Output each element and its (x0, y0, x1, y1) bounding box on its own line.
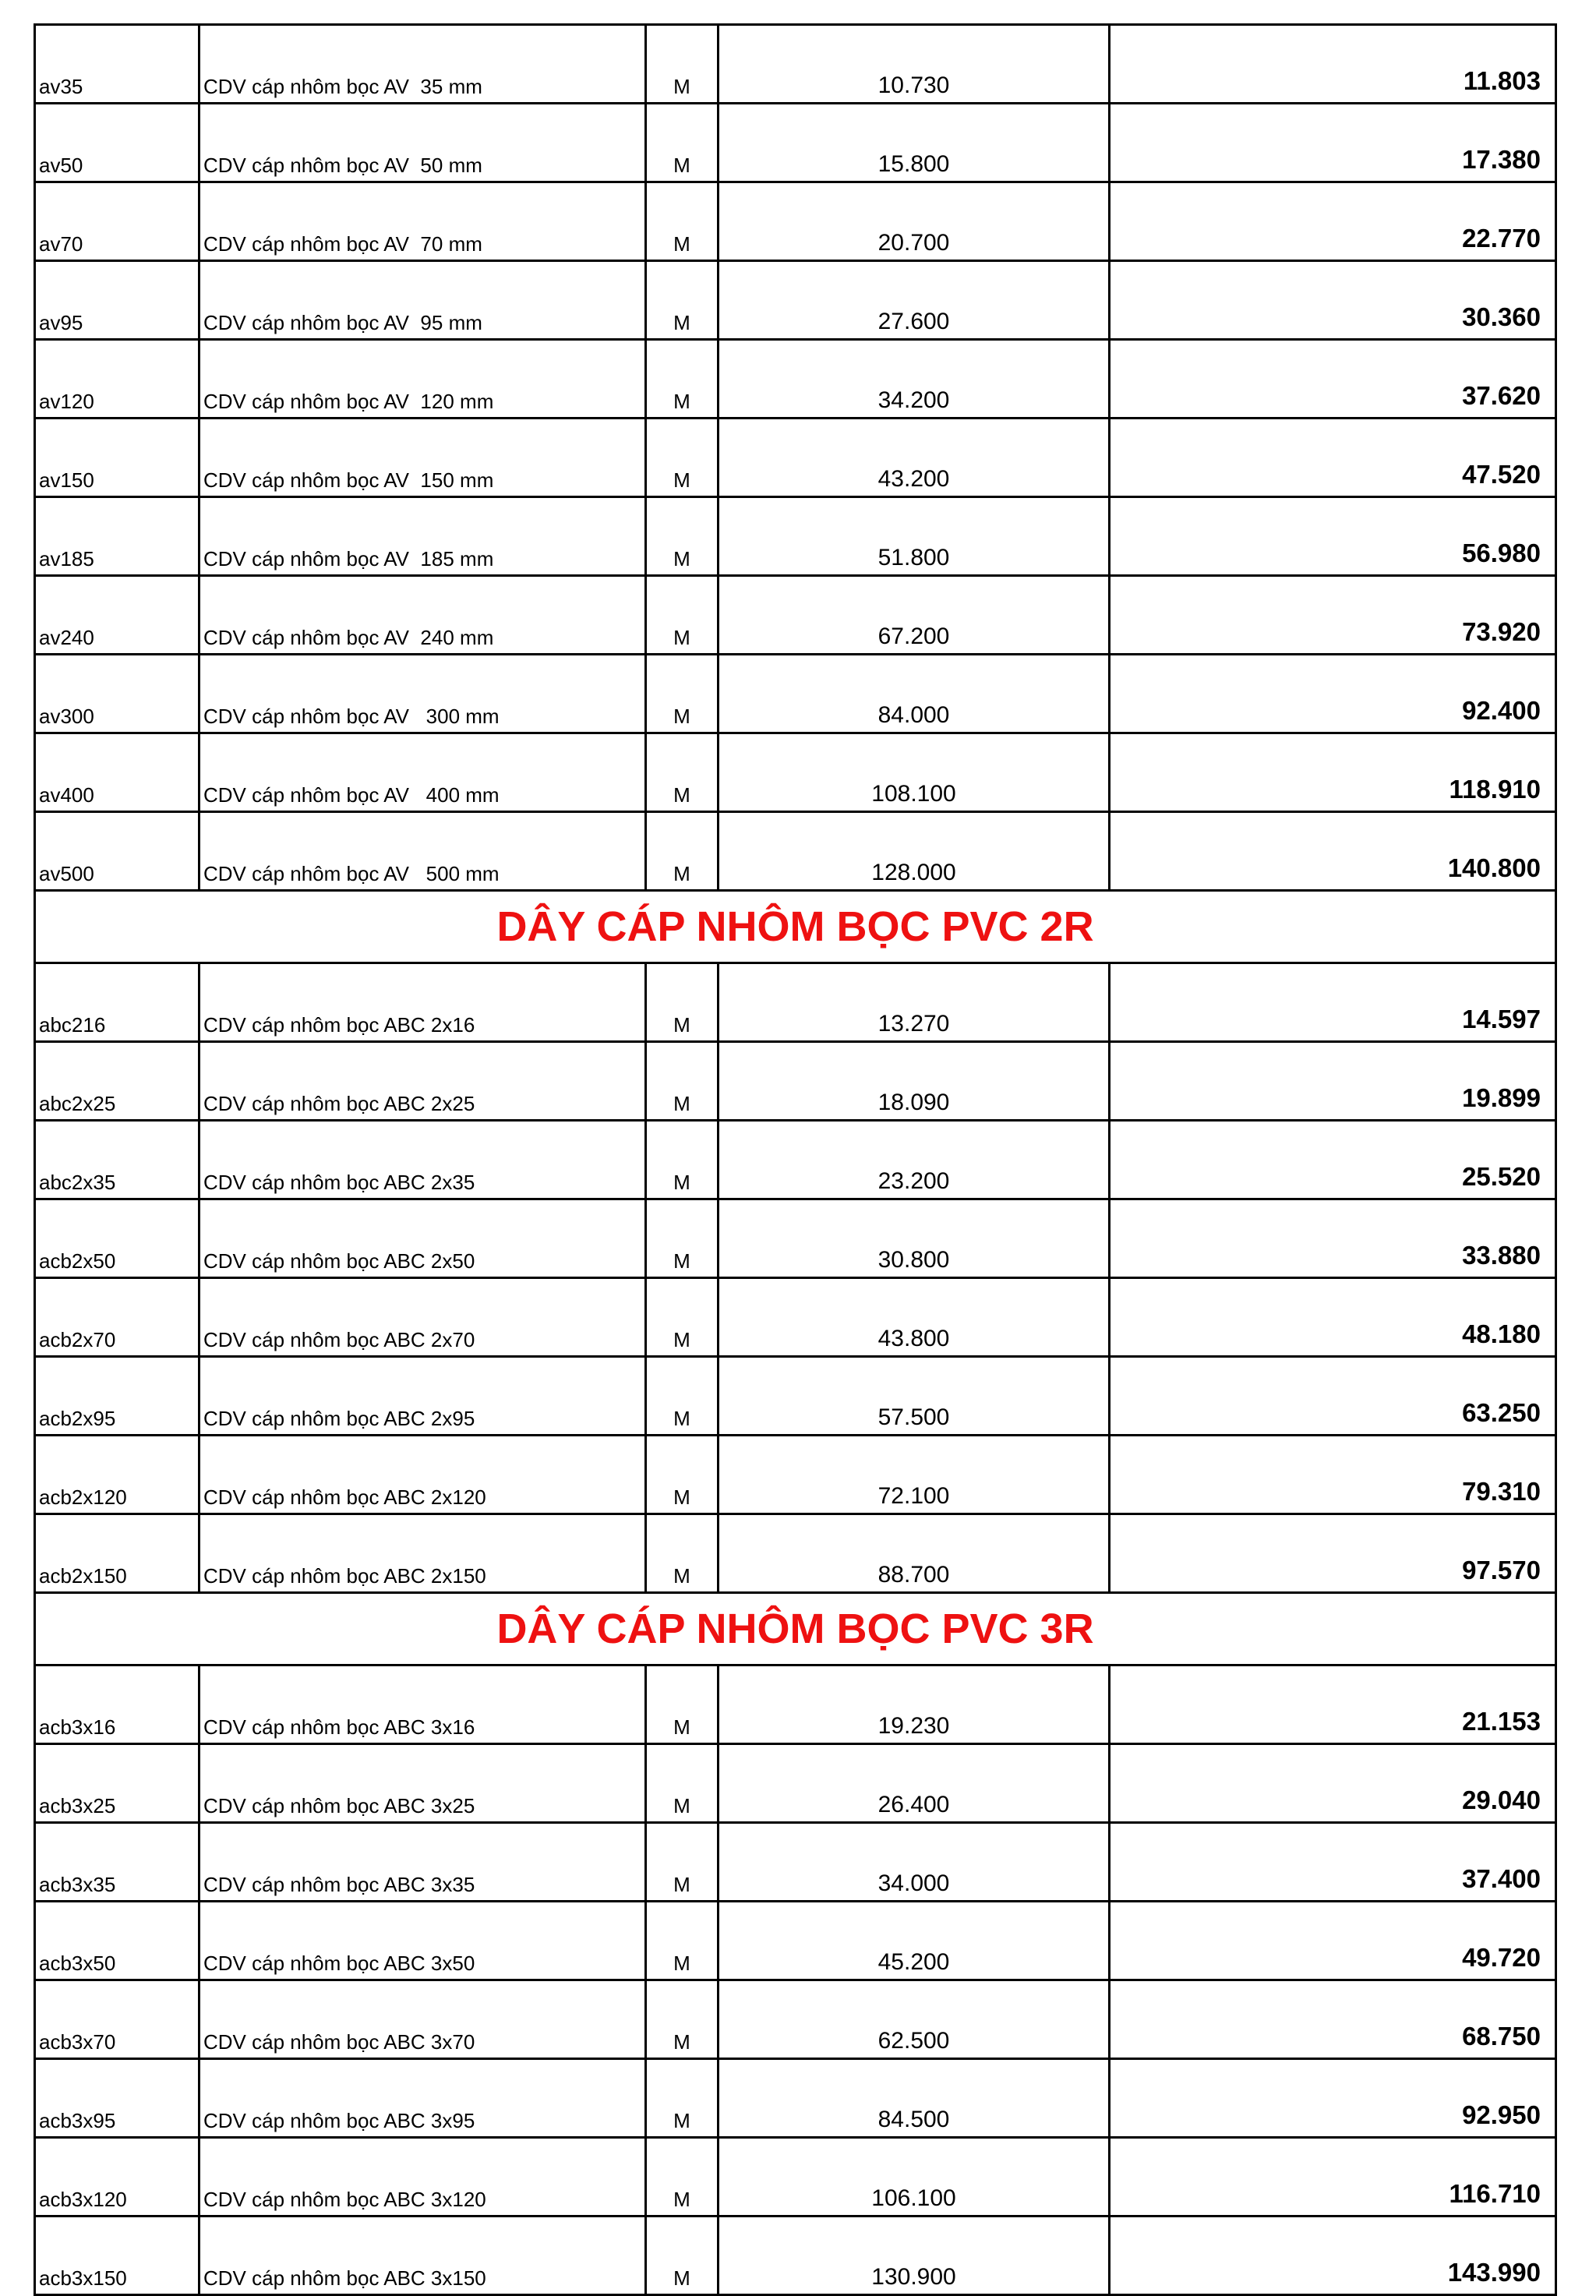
table-row (35, 1357, 1556, 1436)
table-row (35, 1665, 1556, 1744)
product-code-cell: av150 (35, 419, 200, 497)
product-code-cell: acb3x16 (35, 1665, 200, 1744)
unit-cell: M (646, 340, 719, 419)
price-cell: 26.400 (719, 1744, 1110, 1823)
table-row (35, 261, 1556, 340)
unit-cell: M (646, 2059, 719, 2138)
product-description-cell: CDV cáp nhôm bọc AV 50 mm (200, 104, 646, 182)
table-row (35, 2138, 1556, 2217)
product-code-cell: av185 (35, 497, 200, 576)
product-description-cell: CDV cáp nhôm bọc ABC 3x150 (200, 2217, 646, 2295)
product-description-cell: CDV cáp nhôm bọc ABC 3x95 (200, 2059, 646, 2138)
price-cell: 51.800 (719, 497, 1110, 576)
price-cell: 19.230 (719, 1665, 1110, 1744)
price-cell: 108.100 (719, 733, 1110, 812)
product-code-cell: acb2x120 (35, 1436, 200, 1514)
table-row (35, 1436, 1556, 1514)
table-row (35, 25, 1556, 104)
unit-cell: M (646, 963, 719, 1042)
unit-cell: M (646, 419, 719, 497)
price-cell: 84.500 (719, 2059, 1110, 2138)
product-description-cell: CDV cáp nhôm bọc AV 95 mm (200, 261, 646, 340)
table-row (35, 812, 1556, 891)
product-description-cell: CDV cáp nhôm bọc ABC 3x120 (200, 2138, 646, 2217)
table-row (35, 1980, 1556, 2059)
unit-cell: M (646, 1902, 719, 1980)
price-cell: 43.800 (719, 1278, 1110, 1357)
price-vat-cell: 33.880 (1110, 1199, 1556, 1278)
price-vat-cell: 68.750 (1110, 1980, 1556, 2059)
product-code-cell: acb2x70 (35, 1278, 200, 1357)
price-cell: 15.800 (719, 104, 1110, 182)
product-code-cell: acb2x50 (35, 1199, 200, 1278)
price-cell: 57.500 (719, 1357, 1110, 1436)
price-vat-cell: 116.710 (1110, 2138, 1556, 2217)
price-cell: 128.000 (719, 812, 1110, 891)
product-code-cell: abc216 (35, 963, 200, 1042)
unit-cell: M (646, 497, 719, 576)
product-code-cell: av300 (35, 655, 200, 733)
price-cell: 72.100 (719, 1436, 1110, 1514)
price-vat-cell: 25.520 (1110, 1121, 1556, 1199)
price-cell: 34.200 (719, 340, 1110, 419)
price-table-body (35, 25, 1556, 2295)
price-vat-cell: 37.620 (1110, 340, 1556, 419)
table-row (35, 1902, 1556, 1980)
unit-cell: M (646, 1823, 719, 1902)
unit-cell: M (646, 1436, 719, 1514)
product-description-cell: CDV cáp nhôm bọc AV 240 mm (200, 576, 646, 655)
table-row (35, 419, 1556, 497)
price-cell: 84.000 (719, 655, 1110, 733)
price-vat-cell: 118.910 (1110, 733, 1556, 812)
product-description-cell: CDV cáp nhôm bọc ABC 2x35 (200, 1121, 646, 1199)
price-vat-cell: 92.950 (1110, 2059, 1556, 2138)
product-description-cell: CDV cáp nhôm bọc ABC 2x120 (200, 1436, 646, 1514)
unit-cell: M (646, 1121, 719, 1199)
section-heading-row (35, 891, 1556, 963)
price-cell: 43.200 (719, 419, 1110, 497)
table-row (35, 1823, 1556, 1902)
price-vat-cell: 30.360 (1110, 261, 1556, 340)
price-vat-cell: 92.400 (1110, 655, 1556, 733)
table-row (35, 1199, 1556, 1278)
product-description-cell: CDV cáp nhôm bọc AV 150 mm (200, 419, 646, 497)
unit-cell: M (646, 104, 719, 182)
product-code-cell: abc2x25 (35, 1042, 200, 1121)
table-row (35, 104, 1556, 182)
price-vat-cell: 140.800 (1110, 812, 1556, 891)
product-description-cell: CDV cáp nhôm bọc ABC 2x70 (200, 1278, 646, 1357)
product-code-cell: abc2x35 (35, 1121, 200, 1199)
unit-cell: M (646, 2138, 719, 2217)
product-code-cell: acb3x50 (35, 1902, 200, 1980)
table-row (35, 2217, 1556, 2295)
product-code-cell: acb3x70 (35, 1980, 200, 2059)
product-description-cell: CDV cáp nhôm bọc AV 35 mm (200, 25, 646, 104)
unit-cell: M (646, 1980, 719, 2059)
product-description-cell: CDV cáp nhôm bọc AV 300 mm (200, 655, 646, 733)
table-row (35, 1744, 1556, 1823)
product-description-cell: CDV cáp nhôm bọc ABC 2x95 (200, 1357, 646, 1436)
product-description-cell: CDV cáp nhôm bọc ABC 2x25 (200, 1042, 646, 1121)
table-row (35, 2059, 1556, 2138)
product-code-cell: av500 (35, 812, 200, 891)
section-heading: DÂY CÁP NHÔM BỌC PVC 2R (35, 891, 1556, 963)
unit-cell: M (646, 576, 719, 655)
table-row (35, 1514, 1556, 1593)
table-row (35, 182, 1556, 261)
price-table (34, 23, 1557, 2296)
price-cell: 45.200 (719, 1902, 1110, 1980)
product-code-cell: av95 (35, 261, 200, 340)
product-description-cell: CDV cáp nhôm bọc AV 70 mm (200, 182, 646, 261)
price-cell: 18.090 (719, 1042, 1110, 1121)
table-row (35, 1121, 1556, 1199)
product-code-cell: acb3x120 (35, 2138, 200, 2217)
unit-cell: M (646, 2217, 719, 2295)
product-code-cell: acb3x95 (35, 2059, 200, 2138)
price-cell: 34.000 (719, 1823, 1110, 1902)
price-vat-cell: 97.570 (1110, 1514, 1556, 1593)
product-description-cell: CDV cáp nhôm bọc AV 185 mm (200, 497, 646, 576)
table-row (35, 655, 1556, 733)
price-vat-cell: 37.400 (1110, 1823, 1556, 1902)
price-vat-cell: 49.720 (1110, 1902, 1556, 1980)
price-vat-cell: 63.250 (1110, 1357, 1556, 1436)
table-row (35, 1042, 1556, 1121)
price-cell: 13.270 (719, 963, 1110, 1042)
price-vat-cell: 22.770 (1110, 182, 1556, 261)
price-vat-cell: 48.180 (1110, 1278, 1556, 1357)
product-code-cell: av70 (35, 182, 200, 261)
price-cell: 88.700 (719, 1514, 1110, 1593)
product-code-cell: acb3x25 (35, 1744, 200, 1823)
section-heading: DÂY CÁP NHÔM BỌC PVC 3R (35, 1593, 1556, 1665)
product-code-cell: av400 (35, 733, 200, 812)
price-cell: 10.730 (719, 25, 1110, 104)
price-cell: 62.500 (719, 1980, 1110, 2059)
unit-cell: M (646, 1744, 719, 1823)
product-code-cell: acb3x35 (35, 1823, 200, 1902)
price-cell: 20.700 (719, 182, 1110, 261)
product-description-cell: CDV cáp nhôm bọc ABC 2x150 (200, 1514, 646, 1593)
unit-cell: M (646, 1199, 719, 1278)
unit-cell: M (646, 261, 719, 340)
product-code-cell: av240 (35, 576, 200, 655)
product-description-cell: CDV cáp nhôm bọc ABC 3x16 (200, 1665, 646, 1744)
product-description-cell: CDV cáp nhôm bọc ABC 3x70 (200, 1980, 646, 2059)
table-row (35, 1278, 1556, 1357)
price-cell: 130.900 (719, 2217, 1110, 2295)
unit-cell: M (646, 655, 719, 733)
unit-cell: M (646, 733, 719, 812)
price-vat-cell: 143.990 (1110, 2217, 1556, 2295)
product-code-cell: acb2x95 (35, 1357, 200, 1436)
product-description-cell: CDV cáp nhôm bọc ABC 3x50 (200, 1902, 646, 1980)
unit-cell: M (646, 812, 719, 891)
unit-cell: M (646, 182, 719, 261)
product-code-cell: av120 (35, 340, 200, 419)
product-description-cell: CDV cáp nhôm bọc ABC 3x35 (200, 1823, 646, 1902)
price-vat-cell: 11.803 (1110, 25, 1556, 104)
product-description-cell: CDV cáp nhôm bọc ABC 2x16 (200, 963, 646, 1042)
table-row (35, 963, 1556, 1042)
unit-cell: M (646, 1665, 719, 1744)
unit-cell: M (646, 1514, 719, 1593)
price-vat-cell: 19.899 (1110, 1042, 1556, 1121)
price-vat-cell: 79.310 (1110, 1436, 1556, 1514)
product-description-cell: CDV cáp nhôm bọc AV 400 mm (200, 733, 646, 812)
price-vat-cell: 56.980 (1110, 497, 1556, 576)
unit-cell: M (646, 1357, 719, 1436)
price-cell: 23.200 (719, 1121, 1110, 1199)
product-description-cell: CDV cáp nhôm bọc AV 500 mm (200, 812, 646, 891)
table-row (35, 340, 1556, 419)
product-description-cell: CDV cáp nhôm bọc ABC 2x50 (200, 1199, 646, 1278)
price-cell: 67.200 (719, 576, 1110, 655)
unit-cell: M (646, 1042, 719, 1121)
price-cell: 106.100 (719, 2138, 1110, 2217)
price-vat-cell: 17.380 (1110, 104, 1556, 182)
price-vat-cell: 14.597 (1110, 963, 1556, 1042)
price-vat-cell: 47.520 (1110, 419, 1556, 497)
price-vat-cell: 21.153 (1110, 1665, 1556, 1744)
product-code-cell: av50 (35, 104, 200, 182)
product-description-cell: CDV cáp nhôm bọc ABC 3x25 (200, 1744, 646, 1823)
section-heading-row (35, 1593, 1556, 1665)
product-code-cell: acb3x150 (35, 2217, 200, 2295)
product-code-cell: av35 (35, 25, 200, 104)
price-cell: 27.600 (719, 261, 1110, 340)
price-vat-cell: 73.920 (1110, 576, 1556, 655)
product-description-cell: CDV cáp nhôm bọc AV 120 mm (200, 340, 646, 419)
table-row (35, 576, 1556, 655)
price-cell: 30.800 (719, 1199, 1110, 1278)
product-code-cell: acb2x150 (35, 1514, 200, 1593)
price-vat-cell: 29.040 (1110, 1744, 1556, 1823)
table-row (35, 497, 1556, 576)
unit-cell: M (646, 1278, 719, 1357)
unit-cell: M (646, 25, 719, 104)
table-row (35, 733, 1556, 812)
